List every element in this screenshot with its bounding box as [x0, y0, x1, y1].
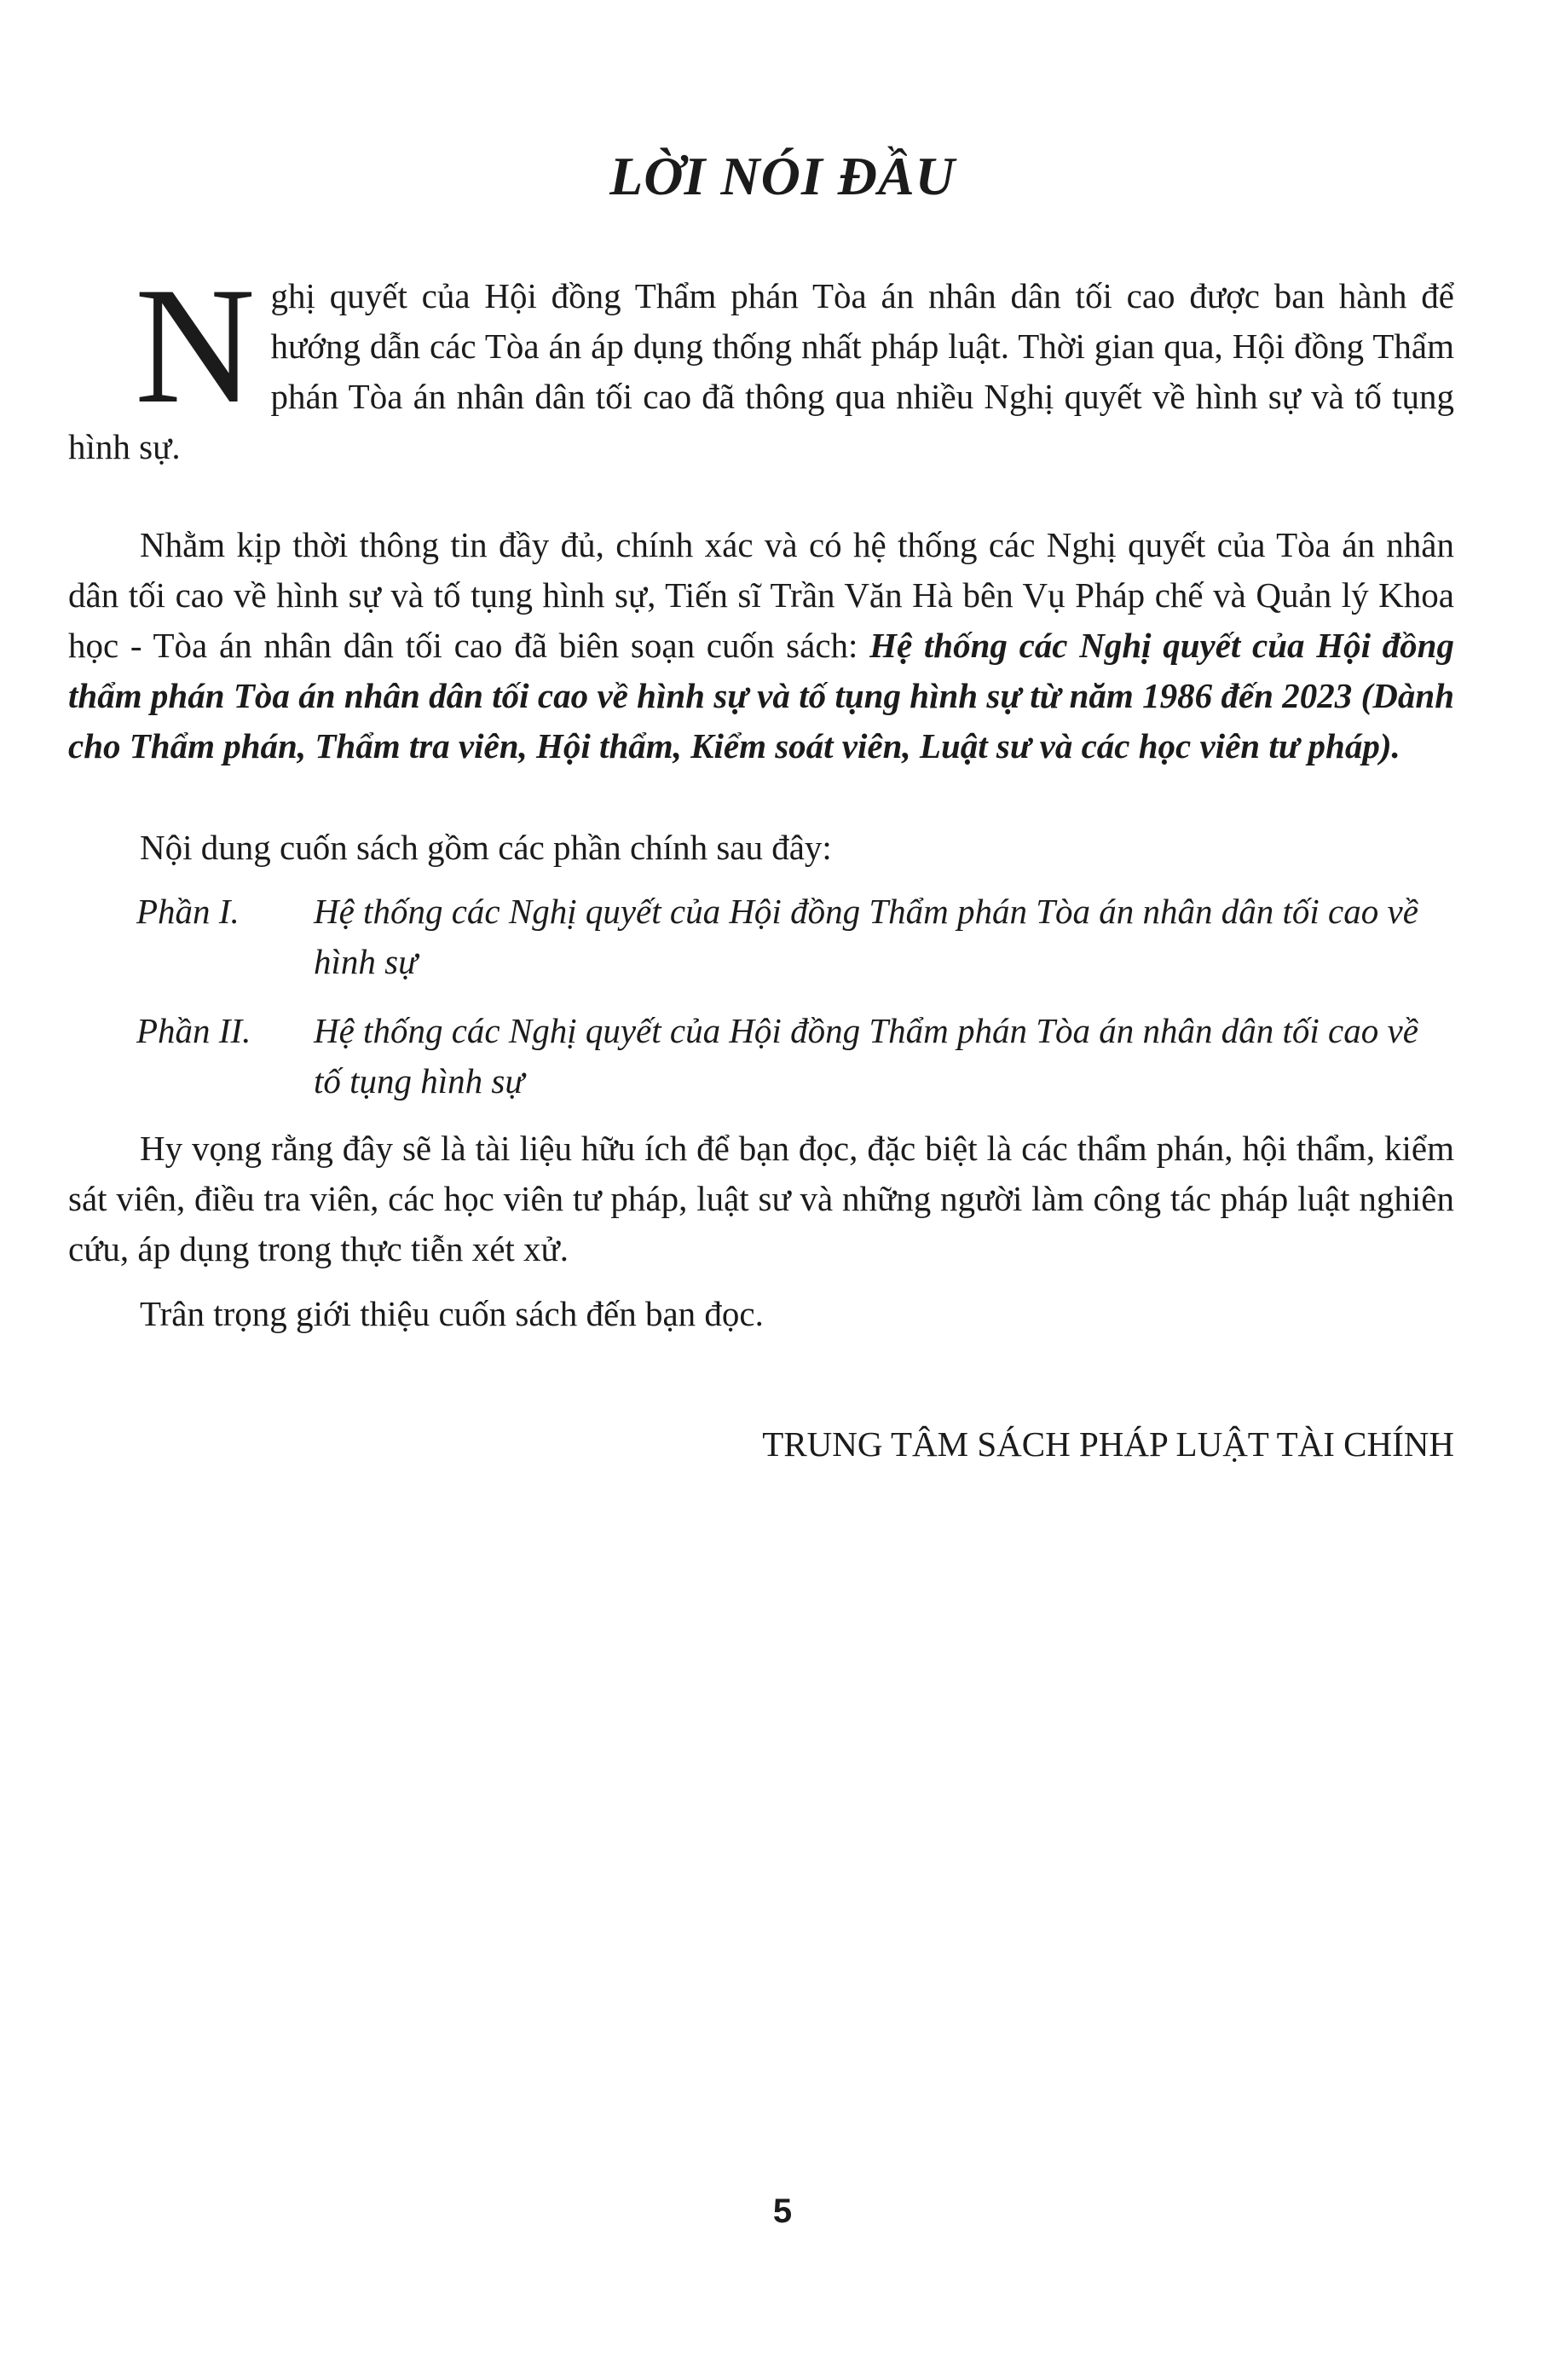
- compilation-paragraph: [68, 520, 1454, 771]
- hope-paragraph: [68, 1124, 1454, 1274]
- part-text: Hệ thống các Nghị quyết của Hội đồng Thẩm phán Tòa án nhân dân tối cao về tố tụng hình sự: [314, 1011, 1418, 1100]
- part-item: [136, 1006, 1454, 1106]
- part-label: Phần I.: [136, 892, 240, 931]
- hope-text: Hy vọng rằng đây sẽ là tài liệu hữu ích để bạn đọc, đặc biệt là các thẩm phán, hội thẩm, kiểm sát viên, điều tra viên, các học viên tư pháp, luật sư và những người làm công tác pháp luật nghiên cứu, áp dụng trong thực tiễn xét xử.: [68, 1129, 1454, 1268]
- intro-text: ghị quyết của Hội đồng Thẩm phán Tòa án nhân dân tối cao được ban hành để hướng dẫn các Tòa án áp dụng thống nhất pháp luật. Thời gian qua, Hội đồng Thẩm phán Tòa án nhân dân tối cao đã thông qua nhiều Nghị quyết về hình sự và tố tụng hình sự.: [68, 276, 1454, 466]
- closing-text: Trân trọng giới thiệu cuốn sách đến bạn đọc.: [140, 1294, 764, 1333]
- contents-intro-paragraph: [68, 823, 1454, 873]
- intro-paragraph: [68, 253, 1454, 472]
- part-text: Hệ thống các Nghị quyết của Hội đồng Thẩm phán Tòa án nhân dân tối cao về hình sự: [314, 892, 1418, 981]
- drop-cap-letter: N: [135, 253, 256, 438]
- part-item: [136, 887, 1454, 987]
- compilation-text: Nhằm kịp thời thông tin đầy đủ, chính xác và có hệ thống các Nghị quyết của Tòa án nhân dân tối cao về hình sự và tố tụng hình sự, Tiến sĩ Trần Văn Hà bên Vụ Pháp chế và Quản lý Khoa học - Tòa án nhân dân tối cao đã biên soạn cuốn sách:: [68, 525, 1454, 665]
- publisher-signature: TRUNG TÂM SÁCH PHÁP LUẬT TÀI CHÍNH: [762, 1424, 1454, 1464]
- book-title: Hệ thống các Nghị quyết của Hội đồng thẩm phán Tòa án nhân dân tối cao về hình sự và tố tụng hình sự từ năm 1986 đến 2023 (Dành cho Thẩm phán, Thẩm tra viên, Hội thẩm, Kiểm soát viên, Luật sư và các học viên tư pháp).: [68, 626, 1454, 765]
- contents-intro-text: Nội dung cuốn sách gồm các phần chính sau đây:: [140, 828, 832, 867]
- page-number: 5: [772, 2192, 793, 2230]
- part-label: Phần II.: [136, 1011, 251, 1050]
- page-title: LỜI NÓI ĐẦU: [609, 146, 956, 206]
- closing-paragraph: [68, 1289, 1454, 1339]
